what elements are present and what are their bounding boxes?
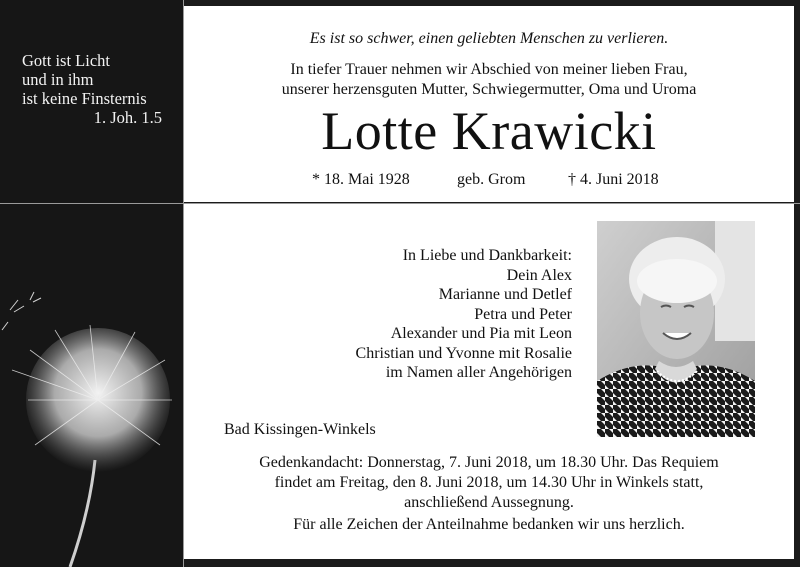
intro-line: In tiefer Trauer nehmen wir Abschied von meiner lieben Frau, <box>290 61 688 78</box>
verse-line: ist keine Finsternis <box>22 89 147 108</box>
death-date: † 4. Juni 2018 <box>568 171 659 188</box>
mourner-name: im Namen aller Angehörigen <box>385 364 572 381</box>
mourner-name: Dein Alex <box>506 266 572 284</box>
details-panel <box>184 204 794 559</box>
bible-verse <box>22 51 162 127</box>
verse-line: Gott ist Licht <box>22 51 110 70</box>
verse-reference: 1. Joh. 1.5 <box>93 108 162 127</box>
intro-line: unserer herzensguten Mutter, Schwiegermutter, Oma und Uroma <box>281 81 697 98</box>
service-line: Gedenkandacht: Donnerstag, 7. Juni 2018, um 18.30 Uhr. Das Requiem <box>259 454 719 471</box>
verse-line: und in ihm <box>22 70 94 89</box>
thanks-text: Für alle Zeichen der Anteilnahme bedanken wir uns herzlich. <box>293 516 685 533</box>
birth-date: * 18. Mai 1928 <box>312 171 410 188</box>
service-line: anschließend Aussegnung. <box>404 494 574 511</box>
quote-text: Es ist so schwer, einen geliebten Menschen zu verlieren. <box>309 30 669 47</box>
deceased-name: Lotte Krawicki <box>321 101 657 161</box>
service-info <box>184 453 794 513</box>
mourners-list <box>356 246 572 383</box>
dandelion-image <box>0 290 183 567</box>
maiden-name: geb. Grom <box>457 171 526 188</box>
place-name: Bad Kissingen-Winkels <box>224 421 376 438</box>
header-panel <box>184 6 794 202</box>
mourner-name: Alexander und Pia mit Leon <box>390 325 572 342</box>
portrait-photo <box>597 221 755 437</box>
service-line: findet am Freitag, den 8. Juni 2018, um 14.30 Uhr in Winkels statt, <box>274 474 704 491</box>
mourner-name: Marianne und Detlef <box>438 286 572 303</box>
mourner-name: Petra und Peter <box>474 305 572 323</box>
mourner-name: Christian und Yvonne mit Rosalie <box>355 344 572 362</box>
mourners-heading: In Liebe und Dankbarkeit: <box>402 247 572 264</box>
intro-text <box>184 60 794 100</box>
